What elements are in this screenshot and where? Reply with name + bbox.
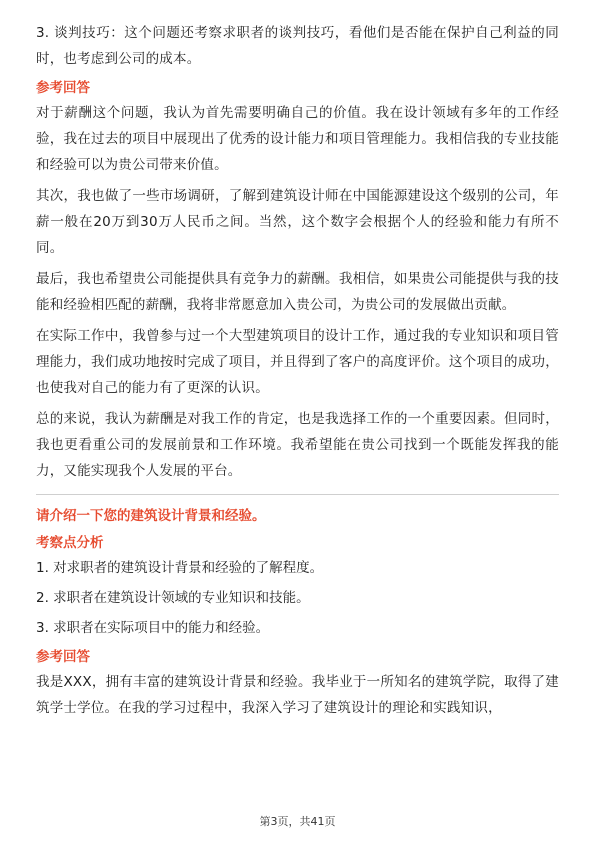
section-divider <box>36 494 559 495</box>
analysis-point: 3. 求职者在实际项目中的能力和经验。 <box>36 620 270 636</box>
intro-point: 3. 谈判技巧：这个问题还考察求职者的谈判技巧，看他们是否能在保护自己利益的同时，也考虑到公司的成本。 <box>36 25 559 67</box>
analysis-point: 1. 对求职者的建筑设计背景和经验的了解程度。 <box>36 560 324 576</box>
interview-question: 请介绍一下您的建筑设计背景和经验。 <box>36 508 266 524</box>
answer-paragraph: 对于薪酬这个问题，我认为首先需要明确自己的价值。我在设计领域有多年的工作经验，我在过去的项目中展现出了优秀的设计能力和项目管理能力。我相信我的专业技能和经验可以为贵公司带来价值。 <box>36 105 559 173</box>
document-page <box>36 20 559 726</box>
answer-paragraph: 在实际工作中，我曾参与过一个大型建筑项目的设计工作，通过我的专业知识和项目管理能力，我们成功地按时完成了项目，并且得到了客户的高度评价。这个项目的成功，也使我对自己的能力有了更深的认识。 <box>36 328 559 396</box>
analysis-label: 考察点分析 <box>36 535 104 551</box>
page-number: 第3页，共41页 <box>259 815 336 828</box>
answer-label: 参考回答 <box>36 80 90 96</box>
answer-paragraph: 最后，我也希望贵公司能提供具有竞争力的薪酬。我相信，如果贵公司能提供与我的技能和经验相匹配的薪酬，我将非常愿意加入贵公司，为贵公司的发展做出贡献。 <box>36 271 559 313</box>
answer-label: 参考回答 <box>36 649 90 665</box>
answer-paragraph: 其次，我也做了一些市场调研，了解到建筑设计师在中国能源建设这个级别的公司，年薪一般在20万到30万人民币之间。当然，这个数字会根据个人的经验和能力有所不同。 <box>36 188 559 256</box>
answer-paragraph: 总的来说，我认为薪酬是对我工作的肯定，也是我选择工作的一个重要因素。但同时，我也更看重公司的发展前景和工作环境。我希望能在贵公司找到一个既能发挥我的能力，又能实现我个人发展的平台。 <box>36 411 559 479</box>
analysis-point: 2. 求职者在建筑设计领域的专业知识和技能。 <box>36 590 310 606</box>
answer-paragraph: 我是XXX，拥有丰富的建筑设计背景和经验。我毕业于一所知名的建筑学院，取得了建筑学士学位。在我的学习过程中，我深入学习了建筑设计的理论和实践知识， <box>36 674 559 716</box>
